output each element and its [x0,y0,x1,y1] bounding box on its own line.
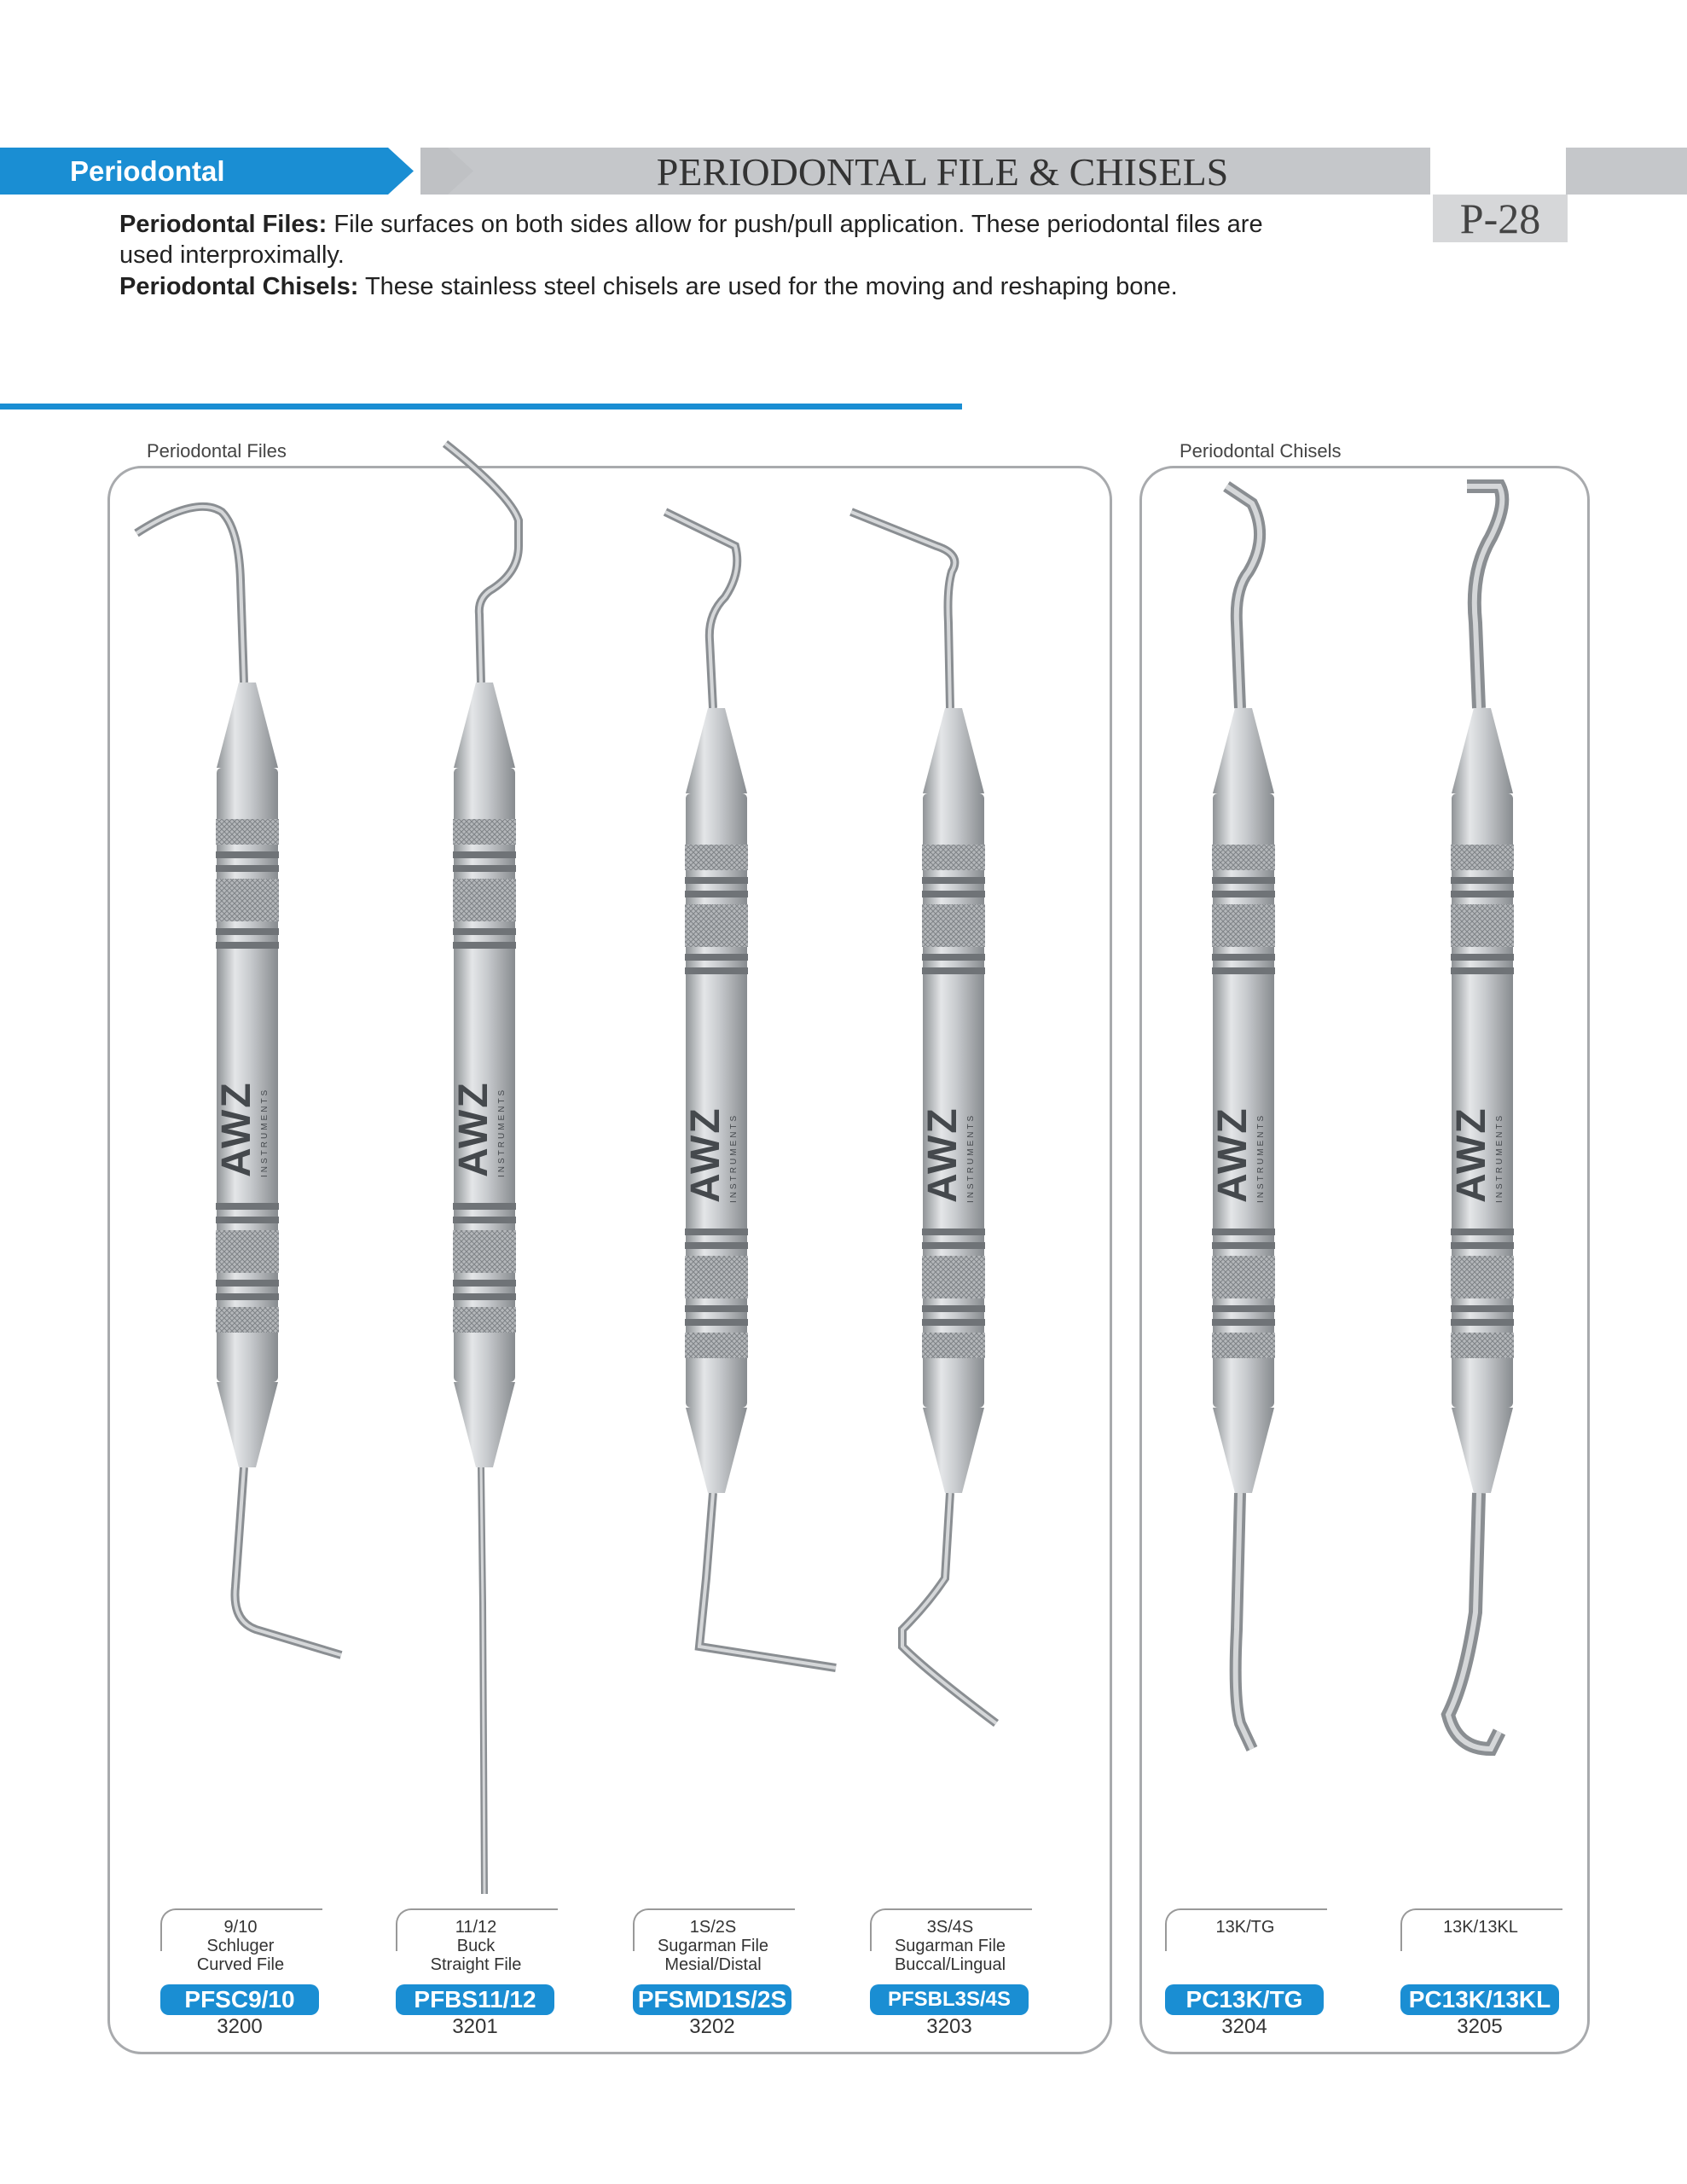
brand-logo-6 [1448,1107,1504,1203]
product-desc: Straight File [430,1955,522,1974]
product-size: 11/12 [455,1918,497,1937]
product-caption [1165,1918,1325,1937]
catalog-number: 3203 [926,2015,972,2038]
catalog-number: 3200 [217,2015,263,2038]
logo-text: AWZ [1210,1107,1255,1203]
instrument-pfsmd1s-2s [665,512,836,1668]
logo-sub: INSTRUMENTS [497,1087,507,1177]
brand-logo-5 [1209,1107,1266,1203]
product-code-badge: PFSBL3S/4S [870,1984,1029,2015]
product-code-badge: PC13K/13KL [1400,1984,1559,2015]
logo-sub: INSTRUMENTS [966,1112,976,1203]
product-caption [396,1918,556,1974]
brand-logo-4 [919,1107,976,1203]
files-panel-label: Periodontal Files [147,440,287,462]
product-desc: Mesial/Distal [664,1955,762,1974]
product-name: Schluger [206,1937,275,1955]
product-code-badge: PC13K/TG [1165,1984,1324,2015]
brand-logo-2 [450,1081,507,1177]
product-name: Buck [456,1937,496,1955]
catalog-number: 3205 [1457,2015,1503,2038]
product-size: 1S/2S [689,1918,737,1937]
product-code-badge: PFSMD1S/2S [633,1984,791,2015]
logo-sub: INSTRUMENTS [729,1112,739,1203]
catalog-number: 3201 [452,2015,498,2038]
logo-text: AWZ [920,1107,965,1203]
product-desc: Buccal/Lingual [894,1955,1006,1974]
catalog-number: 3202 [689,2015,735,2038]
product-code-badge: PFBS11/12 [396,1984,554,2015]
product-caption [160,1918,321,1974]
chisels-panel-label: Periodontal Chisels [1180,440,1342,462]
logo-text: AWZ [451,1081,496,1177]
logo-text: AWZ [1449,1107,1494,1203]
logo-sub: INSTRUMENTS [1256,1112,1266,1203]
product-size: 13K/13KL [1443,1918,1518,1937]
product-name: Sugarman File [894,1937,1006,1955]
product-code-badge: PFSC9/10 [160,1984,319,2015]
files-label: Periodontal Files: [119,211,328,238]
product-desc: Curved File [196,1955,285,1974]
logo-sub: INSTRUMENTS [260,1087,270,1177]
logo-text: AWZ [214,1081,259,1177]
page-title: PERIODONTAL FILE & CHISELS [656,150,1229,194]
logo-text: AWZ [683,1107,728,1203]
files-text-1: File surfaces on both sides allow for push/pull application. These periodontal files are [333,211,1263,238]
chisels-label: Periodontal Chisels: [119,273,359,300]
product-name: Sugarman File [657,1937,769,1955]
brand-logo-1 [213,1081,270,1177]
section-label: Periodontal [70,155,225,187]
page-number: P-28 [1433,195,1568,242]
brand-logo-3 [682,1107,739,1203]
product-size: 9/10 [223,1918,258,1937]
product-size: 13K/TG [1215,1918,1275,1937]
chisels-text: These stainless steel chisels are used for the moving and reshaping bone. [364,273,1178,300]
catalog-number: 3204 [1221,2015,1267,2038]
product-size: 3S/4S [926,1918,974,1937]
product-caption [870,1918,1030,1974]
files-text-2: used interproximally. [119,241,345,269]
product-caption [1400,1918,1561,1937]
product-caption [633,1918,793,1974]
logo-sub: INSTRUMENTS [1495,1112,1504,1203]
